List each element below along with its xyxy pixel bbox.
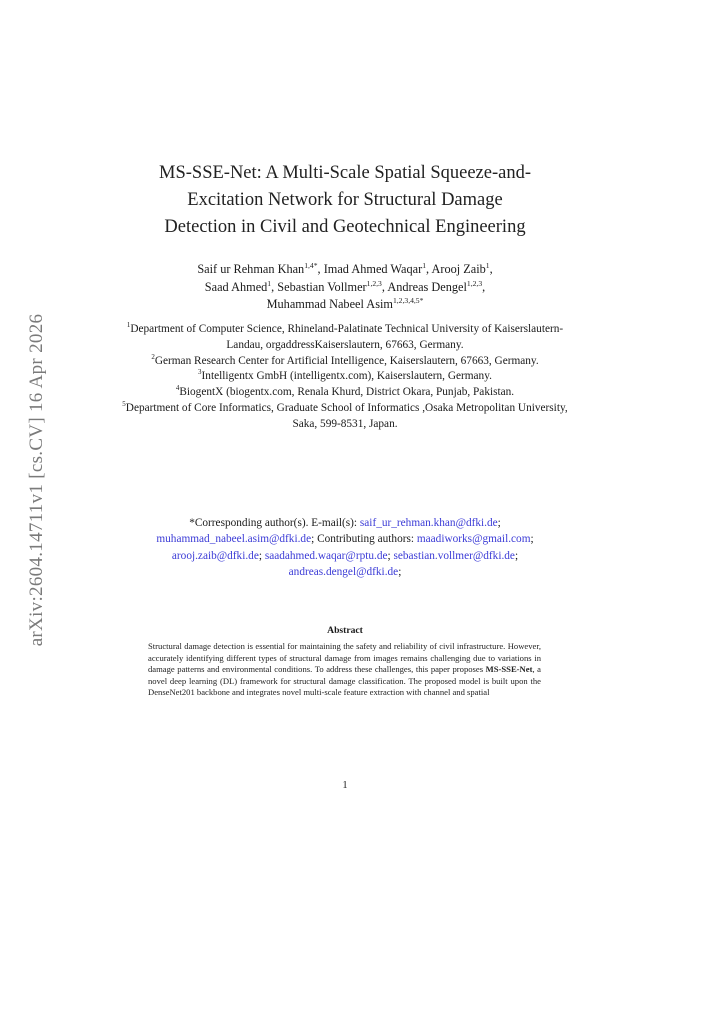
- affiliation: $^1$Department of Computer Science, Rhineland-Palatinate Technical University of Kaiserslautern-Landau, orgaddressKaiserslautern, 67663, Germany.: [126, 321, 564, 351]
- affiliation-list: [120, 322, 570, 433]
- title-line: MS-SSE-Net: A Multi-Scale Spatial Squeeze-and-: [159, 163, 531, 183]
- email-link[interactable]: sebastian.vollmer@dfki.de: [393, 549, 515, 562]
- corresponding-label: *Corresponding author(s). E-mail(s):: [189, 517, 358, 529]
- author-name: Saif ur Rehman Khan: [197, 262, 305, 276]
- model-name: MS-SSE-Net: [485, 664, 533, 675]
- page-number: 1: [342, 780, 348, 791]
- paper-title: [110, 160, 580, 241]
- author-affil: 1,2,3: [466, 278, 483, 288]
- author-name: Arooj Zaib: [431, 262, 486, 276]
- author-name: Imad Ahmed Waqar: [323, 262, 423, 276]
- arxiv-stamp: arXiv:2604.14711v1 [cs.CV] 16 Apr 2026: [26, 313, 47, 647]
- author-list: [110, 261, 580, 314]
- author-name: Sebastian Vollmer: [277, 279, 367, 294]
- author-name: Andreas Dengel: [387, 279, 467, 294]
- affiliation: $^4$BiogentX (biogentx.com, Renala Khurd, District Okara, Punjab, Pakistan.: [175, 384, 515, 399]
- title-line: Detection in Civil and Geotechnical Engineering: [164, 217, 526, 237]
- author-name: Muhammad Nabeel Asim: [266, 297, 393, 311]
- email-link[interactable]: saadahmed.waqar@rptu.de: [264, 549, 388, 562]
- author-affil: 1,2,3,4,5*: [392, 295, 424, 305]
- contributing-label: Contributing authors:: [317, 533, 415, 546]
- email-link[interactable]: arooj.zaib@dfki.de: [171, 549, 259, 562]
- author-affil: 1: [485, 260, 490, 270]
- author-line: [110, 296, 580, 314]
- author-affil: 1: [267, 278, 272, 288]
- author-line: Saad Ahmed$^1$, Sebastian Vollmer$^{1,2,3}$, Andreas Dengel$^{1,2,3}$,: [204, 278, 486, 294]
- email-link[interactable]: maadiworks@gmail.com: [416, 533, 531, 546]
- author-affil: 1: [422, 260, 426, 270]
- author-name: Saad Ahmed: [204, 279, 268, 294]
- email-link[interactable]: andreas.dengel@dfki.de: [288, 565, 399, 578]
- affiliation: $^3$Intelligentx GmbH (intelligentx.com), Kaiserslautern, Germany.: [198, 368, 492, 383]
- abstract-text: Structural damage detection is essential for maintaining the safety and reliability of civil infrastructure. However, accurately identifying different types of structural damage from images remains challenging due to variations in damage patterns and environmental conditions. To address these challenges, this paper proposes MS-SSE-Net, a novel deep learning (DL) framework for structural damage classification. The proposed model is built upon the DenseNet201 backbone and integrates novel multi-scale feature extraction with channel and spatial: [148, 641, 541, 698]
- author-affil: 1,4*: [304, 260, 318, 270]
- abstract-heading: Abstract: [327, 625, 363, 636]
- email-link[interactable]: saif_ur_rehman.khan@dfki.de: [359, 517, 498, 529]
- correspondence-block: *Corresponding author(s). E-mail(s): saif_ur_rehman.khan@dfki.de; muhammad_nabeel.asim@dfki.de; Contributing authors: maadiworks@gmail.com; arooj.zaib@dfki.de; saadahmed.waqar@rptu.de; sebastian.vollmer@dfki.de; andreas.dengel@dfki.de;: [156, 517, 534, 578]
- title-line: Excitation Network for Structural Damage: [187, 190, 503, 210]
- email-link[interactable]: muhammad_nabeel.asim@dfki.de: [156, 533, 312, 546]
- affiliation: $^5$Department of Core Informatics, Graduate School of Informatics ,Osaka Metropolitan University, Saka, 599-8531, Japan.: [122, 400, 568, 430]
- affiliation: $^2$German Research Center for Artificial Intelligence, Kaiserslautern, 67663, Germany.: [151, 352, 539, 367]
- author-affil: 1,2,3: [366, 278, 382, 288]
- author-line: Saif ur Rehman Khan$^{1,4*}$, Imad Ahmed Waqar$^1$, Arooj Zaib$^1$,: [197, 260, 493, 276]
